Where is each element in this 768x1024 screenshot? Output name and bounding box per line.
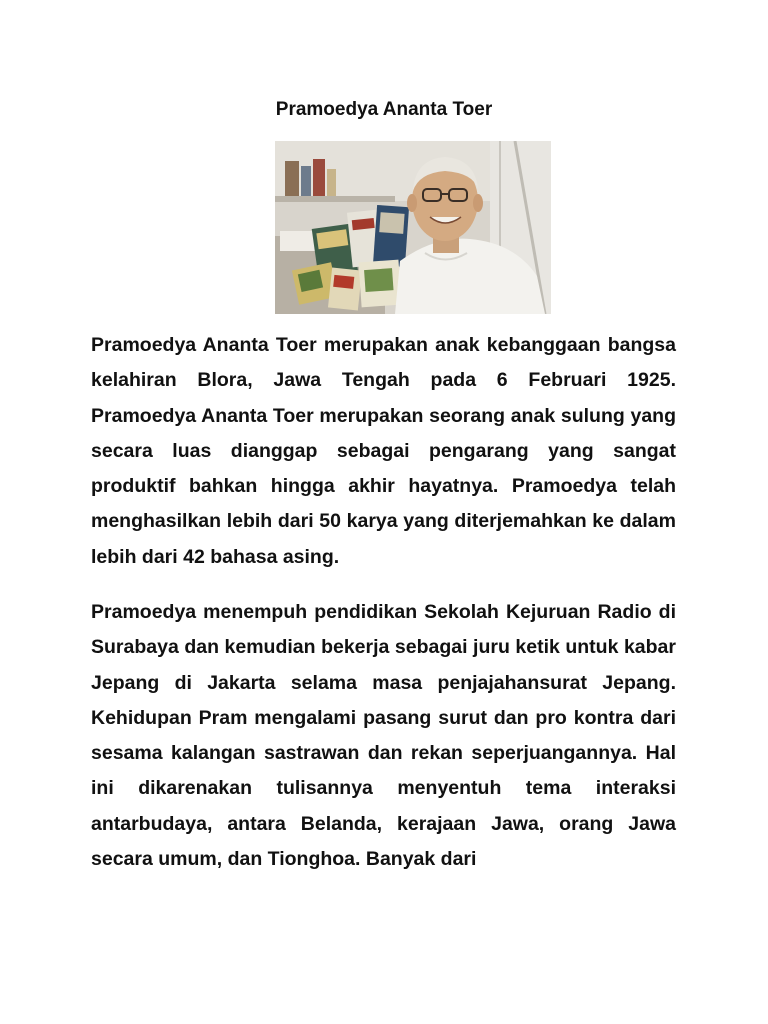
paragraph-2: Pramoedya menempuh pendidikan Sekolah Kejuruan Radio di Surabaya dan kemudian bekerja sebagai juru ketik untuk kabar Jepang di Jakarta selama masa penjajahansurat Jepang. Kehidupan Pram mengalami pasang surut dan pro kontra dari sesama kalangan sastrawan dan rekan seperjuangannya. Hal ini dikarenakan tulisannya menyentuh tema interaksi antarbudaya, antara Belanda, kerajaan Jawa, orang Jawa secara umum, dan Tionghoa. Banyak dari bbox=[91, 601, 676, 871]
paragraph-1: Pramoedya Ananta Toer merupakan anak kebanggaan bangsa kelahiran Blora, Jawa Tengah pada 6 Februari 1925. Pramoedya Ananta Toer merupakan seorang anak sulung yang secara luas dianggap sebagai pengarang yang sangat produktif bahkan hingga akhir hayatnya. Pramoedya telah menghasilkan lebih dari 50 karya yang diterjemahkan ke dalam lebih dari 42 bahasa asing. bbox=[91, 334, 676, 568]
author-photo bbox=[275, 141, 551, 314]
document-title: Pramoedya Ananta Toer bbox=[275, 99, 493, 120]
